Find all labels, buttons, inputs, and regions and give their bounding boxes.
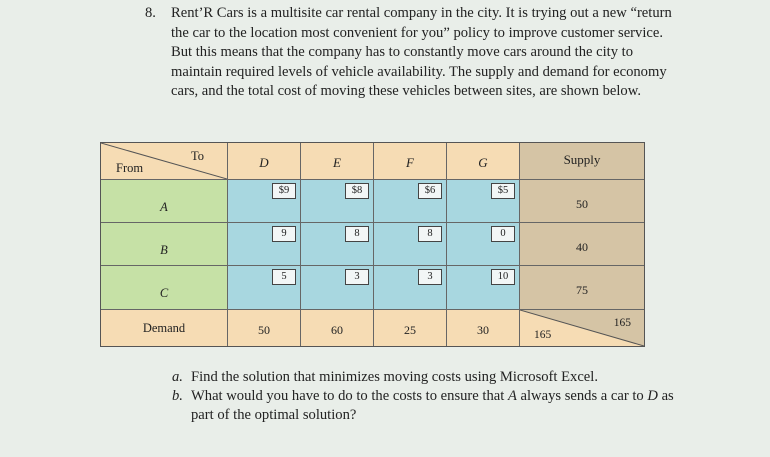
row-label-a: A — [101, 180, 228, 223]
cost-cell: $9 — [228, 180, 301, 223]
demand-e: 60 — [301, 310, 374, 346]
problem-statement — [145, 4, 685, 102]
cost-cell: 8 — [301, 223, 374, 266]
problem-text: Rent’R Cars is a multisite car rental company in the city. It is trying out a new “return the car to the location most convenient for you” policy to improve customer service. But this means that the company has to constantly move cars around the city to maintain required levels of vehicle availability. The supply and demand for economy cars, and the total cost of moving these vehicles between sites, are shown below. — [171, 5, 672, 100]
col-header-f: F — [374, 143, 447, 180]
total-supply: 165 — [613, 317, 631, 329]
col-header-g: G — [447, 143, 520, 180]
col-header-e: E — [301, 143, 374, 180]
cost-cell: $8 — [301, 180, 374, 223]
question-a: a. Find the solution that minimizes moving costs using Microsoft Excel. — [172, 369, 598, 385]
cost-cell: 3 — [301, 266, 374, 310]
total-demand: 165 — [534, 329, 552, 341]
to-label: To — [191, 149, 205, 163]
cost-cell: 9 — [228, 223, 301, 266]
cost-cell: $6 — [374, 180, 447, 223]
cost-cell: 8 — [374, 223, 447, 266]
supply-a: 50 — [520, 180, 644, 223]
cost-cell: 0 — [447, 223, 520, 266]
corner-cell — [101, 143, 228, 180]
demand-f: 25 — [374, 310, 447, 346]
col-header-d: D — [228, 143, 301, 180]
supply-header: Supply — [520, 143, 644, 180]
cost-cell: 10 — [447, 266, 520, 310]
demand-label: Demand — [101, 310, 228, 346]
cost-cell: 3 — [374, 266, 447, 310]
cost-cell: 5 — [228, 266, 301, 310]
supply-b: 40 — [520, 223, 644, 266]
problem-number: 8. — [145, 5, 156, 21]
questions — [172, 368, 692, 425]
demand-d: 50 — [228, 310, 301, 346]
row-label-c: C — [101, 266, 228, 310]
cost-cell: $5 — [447, 180, 520, 223]
transportation-table — [100, 142, 645, 347]
totals-cell — [520, 310, 644, 346]
from-label: From — [116, 161, 144, 175]
question-b: b. What would you have to do to the costs to ensure that A always sends a car to D as part of the optimal solution? — [172, 388, 674, 423]
row-label-b: B — [101, 223, 228, 266]
demand-g: 30 — [447, 310, 520, 346]
supply-c: 75 — [520, 266, 644, 310]
